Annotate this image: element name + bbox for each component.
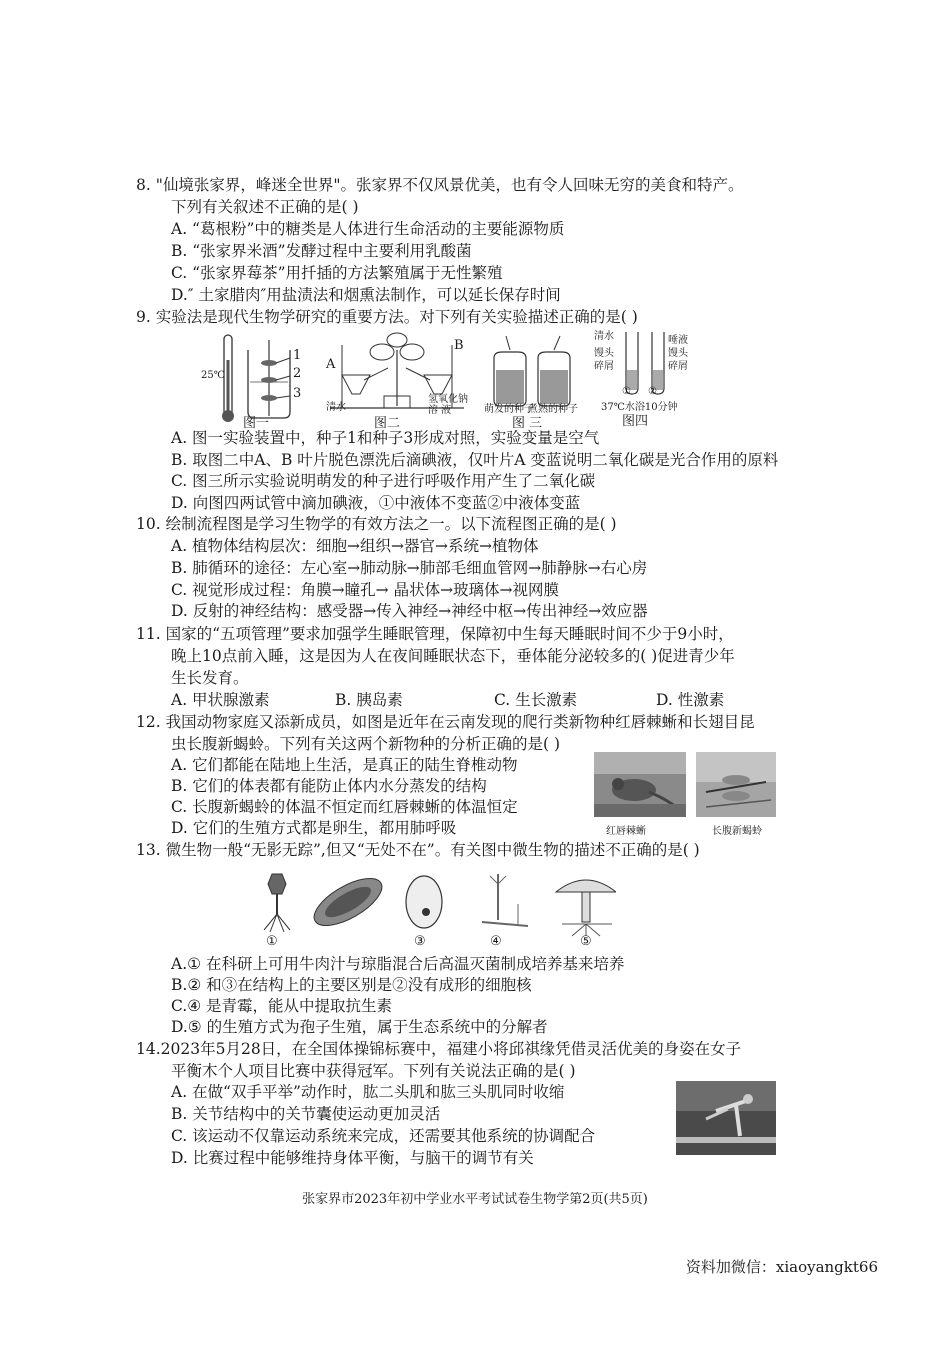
contact-note: 资料加微信：xiaoyangkt66	[685, 1258, 878, 1276]
q12-photo1-caption: 红唇棘蜥	[606, 826, 646, 837]
q13-option-b: B.② 和③在结构上的主要区别是②没有成形的细胞核	[171, 976, 532, 994]
q9-fig4-tube1: ①	[622, 386, 631, 397]
q9-fig1-caption: 图一	[243, 416, 270, 431]
q9-fig1-n3: 3	[293, 386, 302, 401]
q11-option-d: D. 性激素	[656, 691, 725, 709]
q9-fig4-left-2: 馒头	[594, 348, 614, 359]
q9-fig4-caption: 图四	[622, 414, 649, 429]
q11-option-b: B. 胰岛素	[335, 691, 403, 709]
q12-photo2-caption: 长腹新蝎蛉	[712, 826, 762, 837]
q13-microbes-figure	[256, 864, 616, 938]
q10-stem: 10. 绘制流程图是学习生物学的有效方法之一。以下流程图正确的是( )	[136, 515, 617, 533]
q11-stem-line1: 11. 国家的“五项管理”要求加强学生睡眠管理，保障初中生每天睡眠时间不少于9小时，	[136, 625, 734, 643]
q9-fig4-left-3: 碎屑	[594, 361, 614, 372]
q11-option-a: A. 甲状腺激素	[171, 691, 270, 709]
q9-fig2-label-b: B	[454, 338, 464, 353]
q13-marker-4: ④	[490, 934, 502, 949]
q13-option-d: D.⑤ 的生殖方式为孢子生殖，属于生态系统中的分解者	[171, 1018, 548, 1036]
q14-option-c: C. 该运动不仅靠运动系统来完成，还需要其他系统的协调配合	[171, 1127, 596, 1145]
q12-option-c: C. 长腹新蝎蛉的体温不恒定而红唇棘蜥的体温恒定	[171, 798, 518, 816]
q11-option-c: C. 生长激素	[494, 691, 578, 709]
q9-fig2-naoh: 氢氧化钠溶 液	[428, 394, 468, 416]
q13-marker-1: ①	[266, 934, 278, 949]
q9-fig2-caption: 图二	[374, 416, 401, 431]
q8-option-d: D.″ 土家腊肉″用盐渍法和烟熏法制作，可以延长保存时间	[171, 286, 561, 304]
q9-fig1-n2: 2	[293, 366, 302, 381]
q13-option-c: C.④ 是青霉，能从中提取抗生素	[171, 997, 393, 1015]
q9-fig1-temp: 25℃	[201, 370, 225, 381]
q10-option-b: B. 肺循环的途径：左心室→肺动脉→肺部毛细血管网→肺静脉→右心房	[171, 559, 648, 577]
q13-option-a: A.① 在科研上可用牛肉汁与琼脂混合后高温灭菌制成培养基来培养	[171, 955, 625, 973]
q9-fig2-label-a: A	[326, 357, 336, 372]
q8-option-c: C. “张家界莓茶”用扦插的方法繁殖属于无性繁殖	[171, 264, 503, 282]
q9-option-c: C. 图三所示实验说明萌发的种子进行呼吸作用产生了二氧化碳	[171, 472, 596, 490]
q14-stem-line1: 14.2023年5月28日，在全国体操锦标赛中，福建小将邱祺缘凭借灵活优美的身姿在女子	[136, 1040, 742, 1058]
q9-option-b: B. 取图二中A、B 叶片脱色漂洗后滴碘液，仅叶片A 变蓝说明二氧化碳是光合作用的原料	[171, 451, 779, 469]
q9-fig4-right-1: 唾液	[668, 335, 688, 346]
q9-fig4-tube2: ②	[648, 386, 657, 397]
q11-stem-line3: 生长发育。	[171, 669, 249, 687]
q13-marker-5: ⑤	[580, 934, 592, 949]
q9-fig4-right-3: 碎屑	[668, 361, 688, 372]
q12-stem-line2: 虫长腹新蝎蛉。下列有关这两个新物种的分析正确的是( )	[171, 735, 561, 753]
q9-fig3-caption: 图 三	[512, 416, 543, 431]
q9-fig1-n1: 1	[293, 348, 302, 363]
q12-scorpionfly-photo	[696, 752, 776, 817]
q9-option-a: A. 图一实验装置中，种子1和种子3形成对照，实验变量是空气	[171, 429, 600, 447]
q10-option-a: A. 植物体结构层次：细胞→组织→器官→系统→植物体	[171, 537, 539, 555]
q9-fig4-bath: 37℃水浴10分钟	[601, 402, 678, 413]
q9-option-d: D. 向图四两试管中滴加碘液，①中液体不变蓝②中液体变蓝	[171, 494, 581, 512]
page-footer: 张家界市2023年初中学业水平考试试卷生物学第2页(共5页)	[302, 1192, 648, 1207]
q9-stem: 9. 实验法是现代生物学研究的重要方法。对下列有关实验描述正确的是( )	[136, 308, 638, 326]
q8-option-b: B. “张家界米酒”发酵过程中主要利用乳酸菌	[171, 242, 472, 260]
q12-lizard-photo	[594, 752, 686, 817]
q10-option-d: D. 反射的神经结构：感受器→传入神经→神经中枢→传出神经→效应器	[171, 602, 648, 620]
q10-option-c: C. 视觉形成过程：角膜→瞳孔→ 晶状体→玻璃体→视网膜	[171, 581, 560, 599]
q14-option-a: A. 在做“双手平举”动作时，肱二头肌和肱三头肌同时收缩	[171, 1083, 565, 1101]
q9-fig2-water: 清水	[326, 402, 346, 413]
q9-fig3-seed1: 萌发的种子	[484, 404, 534, 415]
q12-option-a: A. 它们都能在陆地上生活，是真正的陆生脊椎动物	[171, 756, 518, 774]
q11-stem-line2: 晚上10点前入睡，这是因为人在夜间睡眠状态下，垂体能分泌较多的( )促进青少年	[171, 647, 735, 665]
q14-gymnast-photo	[676, 1081, 776, 1155]
q13-stem: 13. 微生物一般“无影无踪”,但又“无处不在”。有关图中微生物的描述不正确的是( )	[136, 841, 700, 859]
q8-stem-line2: 下列有关叙述不正确的是( )	[171, 198, 359, 216]
q12-option-d: D. 它们的生殖方式都是卵生，都用肺呼吸	[171, 819, 457, 837]
q12-stem-line1: 12. 我国动物家庭又添新成员，如图是近年在云南发现的爬行类新物种红唇棘蜥和长翅目昆	[136, 713, 755, 731]
q9-fig3-seed2: 煮熟的种子	[528, 404, 578, 415]
q8-option-a: A. “葛根粉”中的糖类是人体进行生命活动的主要能源物质	[171, 220, 565, 238]
q8-stem-line1: 8. "仙境张家界，峰迷全世界"。张家界不仅风景优美，也有令人回味无穷的美食和特产。	[136, 176, 744, 194]
q12-option-b: B. 它们的体表都有能防止体内水分蒸发的结构	[171, 777, 487, 795]
q14-option-d: D. 比赛过程中能够维持身体平衡，与脑干的调节有关	[171, 1149, 534, 1167]
q14-option-b: B. 关节结构中的关节囊使运动更加灵活	[171, 1105, 441, 1123]
q14-stem-line2: 平衡木个人项目比赛中获得冠军。下列有关说法正确的是( )	[171, 1062, 576, 1080]
q9-fig4-right-2: 馒头	[668, 348, 688, 359]
q9-figure-3	[482, 330, 582, 410]
q13-marker-3: ③	[414, 934, 426, 949]
q9-fig4-left-1: 清水	[594, 331, 614, 342]
